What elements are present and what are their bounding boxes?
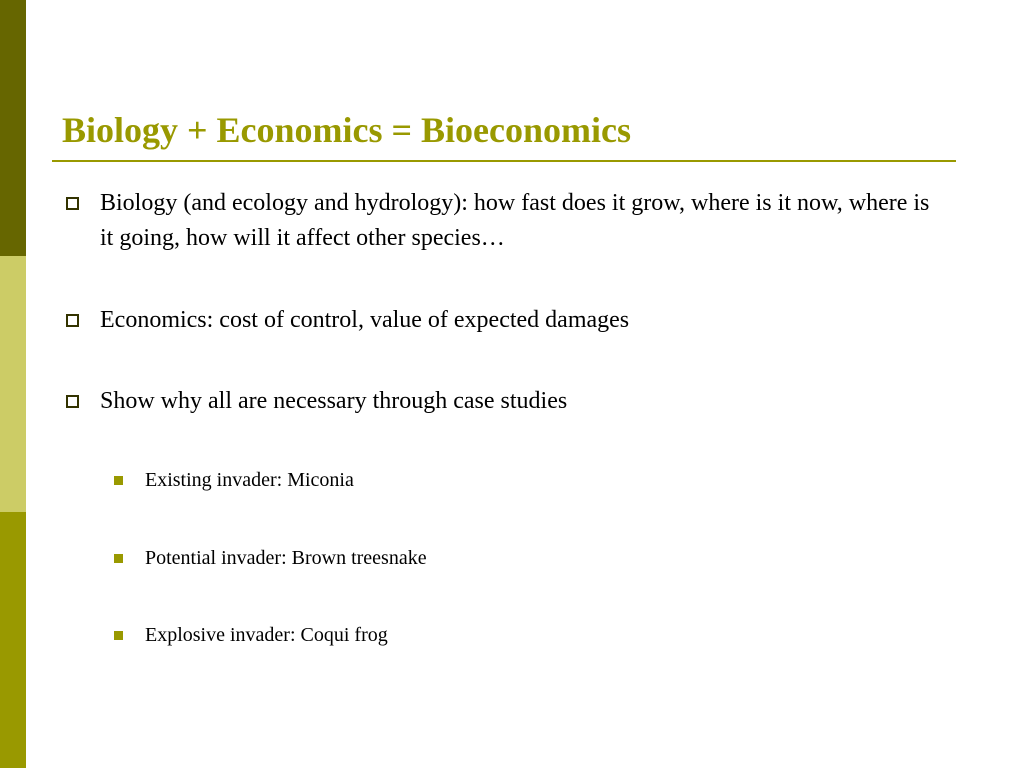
- sidebar-band-middle: [0, 256, 26, 512]
- filled-square-bullet-icon: [114, 631, 123, 640]
- bullet-text: Economics: cost of control, value of expected damages: [100, 307, 630, 333]
- bullet-text: Show why all are necessary through case studies: [100, 388, 568, 414]
- filled-square-bullet-icon: [114, 554, 123, 563]
- sub-bullet-text: Existing invader: Miconia: [145, 469, 354, 491]
- hollow-square-bullet-icon: [66, 197, 79, 210]
- filled-square-bullet-icon: [114, 476, 123, 485]
- hollow-square-bullet-icon: [66, 314, 79, 327]
- sub-bullet-text: Potential invader: Brown treesnake: [145, 547, 427, 569]
- sub-bullet-text: Explosive invader: Coqui frog: [145, 624, 388, 646]
- title-underline: [52, 160, 956, 162]
- slide-title: Biology + Economics = Bioeconomics: [62, 110, 632, 150]
- bullet-text: Biology (and ecology and hydrology): how fast does it grow, where is it now, where is it going, how will it affect other species…: [100, 190, 930, 251]
- sidebar-band-top: [0, 0, 26, 256]
- sidebar-band-bottom: [0, 512, 26, 768]
- hollow-square-bullet-icon: [66, 395, 79, 408]
